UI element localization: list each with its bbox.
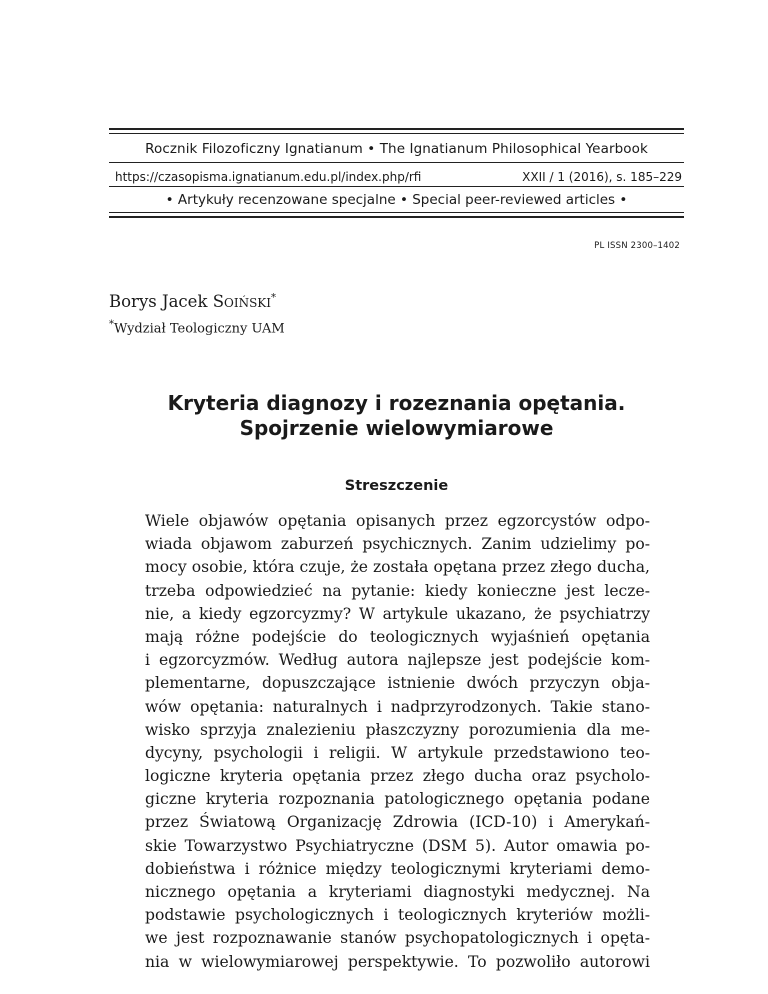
abstract-line: Wiele objawów opętania opisanych przez egzorcystów odpo- bbox=[145, 512, 650, 530]
bottom-rule-thin bbox=[109, 212, 684, 213]
abstract-line: mają różne podejście do teologicznych wyjaśnień opętania bbox=[145, 627, 650, 646]
abstract-line: dycyny, psychologii i religii. W artykule przedstawiono teo- bbox=[145, 743, 650, 762]
affiliation-text: Wydział Teologiczny UAM bbox=[114, 321, 285, 337]
abstract-body bbox=[145, 510, 650, 974]
peer-review-label: • Artykuły recenzowane specjalne • Special peer-reviewed articles • bbox=[165, 192, 628, 208]
abstract-heading: Streszczenie bbox=[344, 478, 449, 494]
abstract-line: i egzorcyzmów. Według autora najlepsze jest podejście kom- bbox=[145, 651, 650, 670]
abstract-line: nicznego opętania a kryteriami diagnostyki medycznej. Na bbox=[145, 883, 650, 901]
top-rule-thick bbox=[109, 128, 684, 130]
abstract-line: nia w wielowymiarowej perspektywie. To pozwoliło autorowi bbox=[145, 952, 650, 971]
author-affiliation bbox=[109, 319, 285, 336]
journal-title: Rocznik Filozoficzny Ignatianum • The Ignatianum Philosophical Yearbook bbox=[145, 141, 648, 157]
abstract-line: dobieństwa i różnice między teologicznymi kryteriami demo- bbox=[145, 859, 650, 878]
abstract-line: logiczne kryteria opętania przez złego ducha oraz psycholo- bbox=[145, 767, 650, 786]
abstract-line: giczne kryteria rozpoznania patologicznego opętania podane bbox=[145, 790, 650, 809]
abstract-line: wisko sprzyja znalezieniu płaszczyzny porozumienia dla me- bbox=[145, 720, 650, 739]
journal-rule bbox=[109, 162, 684, 163]
abstract-line: trzeba odpowiedzieć na pytanie: kiedy konieczne jest lecze- bbox=[145, 581, 650, 600]
abstract-line: plementarne, dopuszczające istnienie dwóch przyczyn obja- bbox=[145, 674, 650, 693]
title-line-1: Kryteria diagnozy i rozeznania opętania. bbox=[167, 391, 626, 415]
abstract-line: wiada objawom zaburzeń psychicznych. Zanim udzielimy po- bbox=[145, 535, 650, 554]
author-surname: Soiński bbox=[212, 292, 271, 311]
abstract-line: nie, a kiedy egzorcyzmy? W artykule ukazano, że psychiatrzy bbox=[145, 604, 650, 623]
journal-url-link[interactable]: https://czasopisma.ignatianum.edu.pl/index.php/rfi bbox=[115, 170, 422, 184]
abstract-line: we jest rozpoznawanie stanów psychopatologicznych i opęta- bbox=[145, 929, 650, 948]
author-first-names: Borys Jacek bbox=[109, 292, 208, 311]
bottom-rule-thick bbox=[109, 216, 684, 218]
volume-info: XXII / 1 (2016), s. 185–229 bbox=[522, 170, 682, 184]
affiliation-marker: * bbox=[109, 319, 114, 330]
abstract-line: skie Towarzystwo Psychiatryczne (DSM 5). Autor omawia po- bbox=[145, 836, 650, 855]
author-marker: * bbox=[271, 292, 276, 304]
abstract-line: mocy osobie, która czuje, że została opętana przez złego ducha, bbox=[145, 558, 650, 577]
top-rule-thin bbox=[109, 133, 684, 134]
article-title bbox=[109, 391, 684, 441]
abstract-line: przez Światową Organizację Zdrowia (ICD-10) i Amerykań- bbox=[145, 813, 650, 832]
title-line-2: Spojrzenie wielowymiarowe bbox=[239, 416, 554, 440]
abstract-line: podstawie psychologicznych i teologicznych kryteriów możli- bbox=[145, 906, 650, 925]
issn-number: PL ISSN 2300–1402 bbox=[594, 241, 680, 251]
url-rule bbox=[109, 186, 684, 187]
author-name bbox=[109, 292, 276, 311]
abstract-line: wów opętania: naturalnych i nadprzyrodzonych. Takie stano- bbox=[145, 697, 650, 716]
